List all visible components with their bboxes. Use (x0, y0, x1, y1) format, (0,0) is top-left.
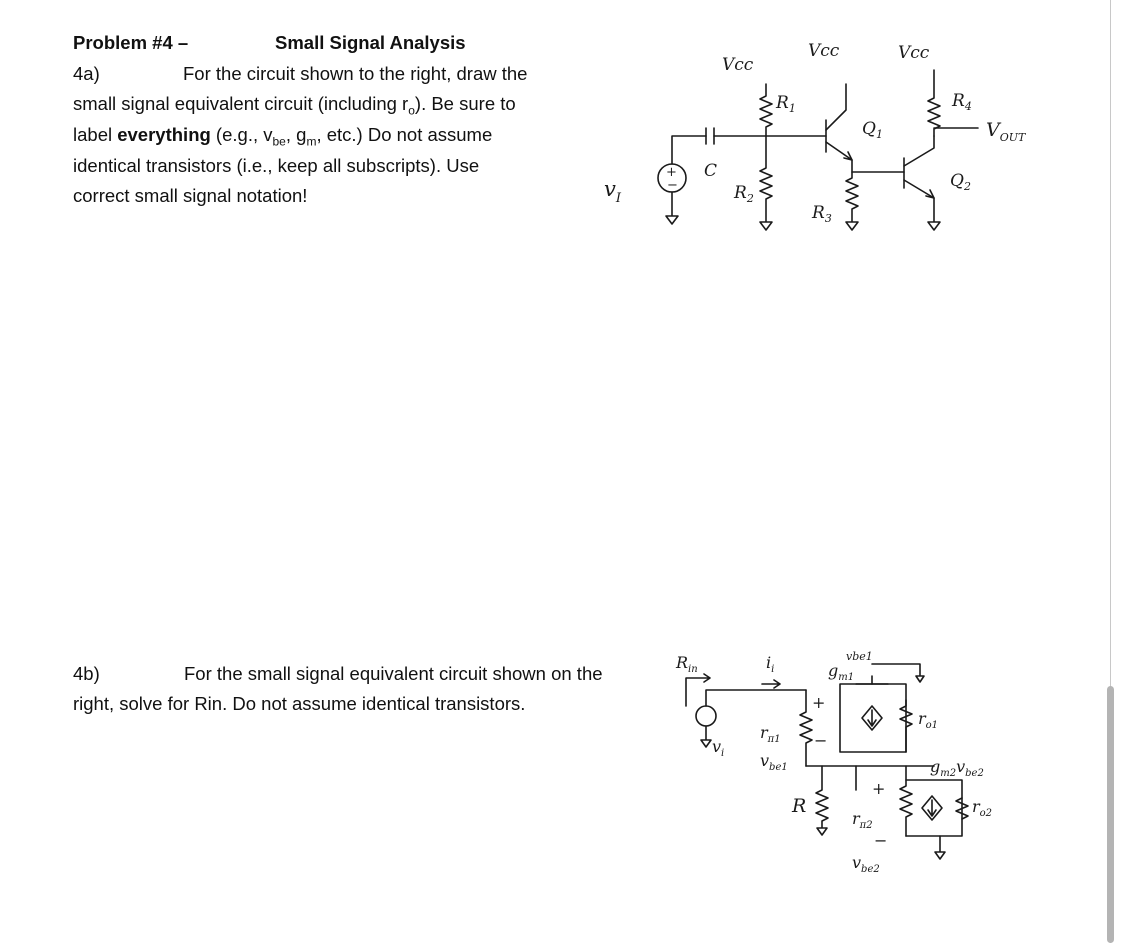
ro2-label: $r_{o2}$ (972, 797, 993, 819)
source-plus-sign: + (666, 165, 677, 180)
source-minus-sign: − (667, 178, 678, 193)
vbe2-minus-sign: − (874, 831, 888, 850)
vbe2-label: $v_{be2}$ (852, 853, 880, 875)
part-b-label: 4b) (73, 663, 100, 684)
vout-label: $V_{OUT}$ (986, 119, 1026, 144)
part-a-line-4: identical transistors (i.e., keep all subscripts). Use (73, 155, 480, 176)
gm2-label: $g_{m2}v_{be2}$ (930, 757, 984, 779)
capacitor-label: C (704, 161, 718, 181)
vbe2-plus-sign: + (872, 779, 886, 798)
r1-label: $R_1$ (776, 93, 796, 115)
part-a-label: 4a) (73, 63, 100, 84)
vbe1-minus-sign: − (814, 731, 828, 750)
part-a-line-2: small signal equivalent circuit (including $r_o$). Be sure to (73, 93, 516, 118)
part-a-line-5: correct small signal notation! (73, 185, 308, 206)
r4-label: $R_4$ (952, 91, 972, 113)
problem-topic: Small Signal Analysis (275, 32, 466, 53)
q2-label: $Q_2$ (950, 171, 971, 193)
part-a-line-1: For the circuit shown to the right, draw the (183, 63, 528, 84)
r-label: R (792, 795, 807, 817)
circuit-b-text-labels (675, 650, 992, 875)
vcc-label-3: Vcc (898, 43, 930, 63)
ro1-label: $r_{o1}$ (918, 709, 939, 731)
vbe1-label: $v_{be1}$ (760, 751, 788, 773)
vbe1-plus-sign: + (812, 693, 826, 712)
gm1-label: $g_{m1}$ (828, 661, 855, 683)
problem-title: Problem #4 – (73, 32, 189, 53)
q1-label: $Q_1$ (862, 119, 883, 141)
part-b-line-2: right, solve for Rin. Do not assume identical transistors. (73, 693, 526, 714)
part-b-line-1: For the small signal equivalent circuit shown on the (184, 663, 603, 684)
vcc-label-1: Vcc (722, 55, 754, 75)
gm1-variable-label: vbe1 (846, 650, 873, 663)
rpi2-label: $r_{\pi 2}$ (852, 809, 873, 831)
vi-label: $v_i$ (712, 737, 725, 759)
vcc-label-2: Vcc (808, 41, 840, 61)
vin-label: $v_I$ (604, 177, 622, 206)
ii-label: $i_i$ (766, 653, 775, 675)
r2-label: $R_2$ (734, 183, 754, 205)
r3-label: $R_3$ (812, 203, 832, 225)
rpi1-label: $r_{\pi 1}$ (760, 723, 781, 745)
rin-label: $R_{in}$ (676, 653, 698, 675)
circuit-b-wires (686, 664, 968, 859)
part-a-line-3: label everything (e.g., $v_{be}$, $g_m$, etc.) Do not assume (73, 124, 493, 149)
